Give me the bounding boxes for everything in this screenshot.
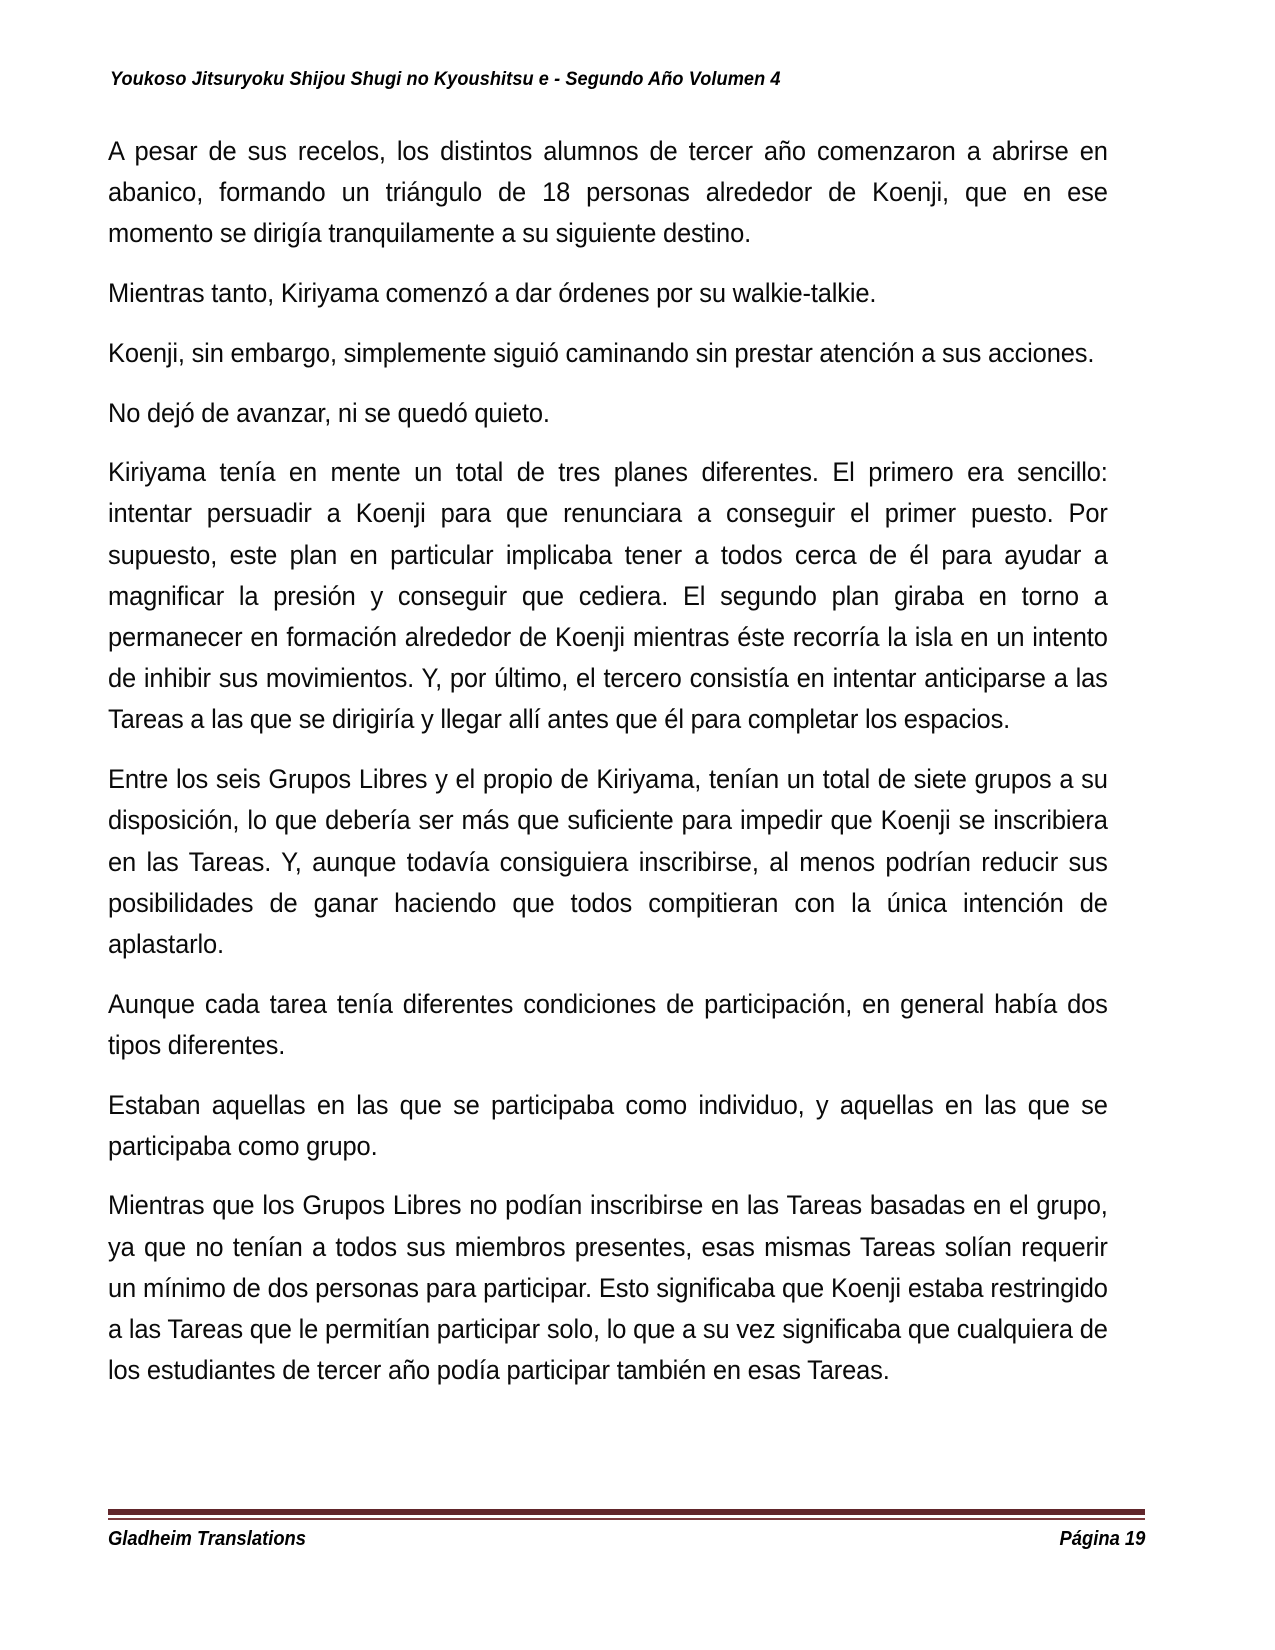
document-body	[108, 131, 1144, 1391]
footer-divider	[108, 1509, 1145, 1520]
footer-translator-credit: Gladheim Translations	[108, 1528, 307, 1550]
paragraph: Kiriyama tenía en mente un total de tres planes diferentes. El primero era sencillo: intentar persuadir a Koenji para que renunciara a conseguir el primer puesto. Por supuesto, este plan en particular implicaba tener a todos cerca de él para ayudar a magnificar la presión y conseguir que cediera. El segundo plan giraba en torno a permanecer en formación alrededor de Koenji mientras éste recorría la isla en un intento de inhibir sus movimientos. Y, por último, el tercero consistía en intentar anticiparse a las Tareas a las que se dirigiría y llegar allí antes que él para completar los espacios.	[108, 457, 1108, 735]
paragraph: A pesar de sus recelos, los distintos alumnos de tercer año comenzaron a abrirse en abanico, formando un triángulo de 18 personas alrededor de Koenji, que en ese momento se dirigía tranquilamente a su siguiente destino.	[108, 136, 1108, 249]
header-book-title: Youkoso Jitsuryoku Shijou Shugi no Kyoushitsu e - Segundo Año Volumen 4	[110, 68, 781, 90]
footer-page-number: Página 19	[1059, 1528, 1145, 1550]
footer-divider-thin-line	[108, 1518, 1145, 1520]
page-header	[110, 68, 1145, 94]
paragraph: Aunque cada tarea tenía diferentes condiciones de participación, en general había dos tipos diferentes.	[108, 988, 1108, 1060]
paragraph: Mientras que los Grupos Libres no podían inscribirse en las Tareas basadas en el grupo, ya que no tenían a todos sus miembros presentes, esas mismas Tareas solían requerir un mínimo de dos personas para participar. Esto significaba que Koenji estaba restringido a las Tareas que le permitían participar solo, lo que a su vez significaba que cualquiera de los estudiantes de tercer año podía participar también en esas Tareas.	[108, 1190, 1108, 1386]
paragraph: No dejó de avanzar, ni se quedó quieto.	[108, 397, 550, 428]
paragraph: Mientras tanto, Kiriyama comenzó a dar órdenes por su walkie-talkie.	[108, 278, 877, 309]
paragraph: Koenji, sin embargo, simplemente siguió caminando sin prestar atención a sus acciones.	[108, 337, 1095, 368]
paragraph: Estaban aquellas en las que se participaba como individuo, y aquellas en las que se participaba como grupo.	[108, 1089, 1108, 1161]
paragraph: Entre los seis Grupos Libres y el propio de Kiriyama, tenían un total de siete grupos a su disposición, lo que debería ser más que suficiente para impedir que Koenji se inscribiera en las Tareas. Y, aunque todavía consiguiera inscribirse, al menos podrían reducir sus posibilidades de ganar haciendo que todos compitieran con la única intención de aplastarlo.	[108, 764, 1108, 959]
page-footer	[108, 1528, 1145, 1556]
